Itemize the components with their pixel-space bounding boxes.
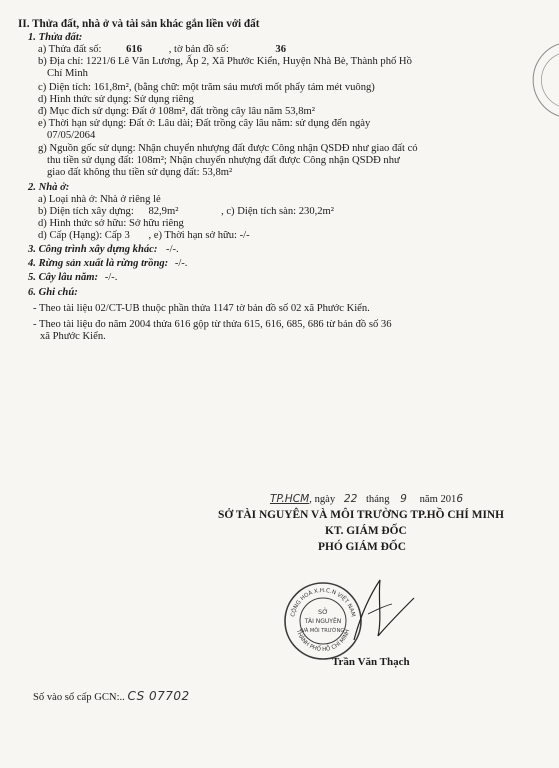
land-use-term: e) Thời hạn sử dụng: Đất ở: Lâu dài; Đất trồng cây lâu năm: sử dụng đến ngày (38, 118, 371, 129)
note-1: - Theo tài liệu 02/CT-UB thuộc phần thửa 1147 tờ bản đồ số 02 xã Phước Kiển. (33, 303, 370, 314)
land-address: b) Địa chỉ: 1221/6 Lê Văn Lương, Ấp 2, Xã Phước Kiển, Huyện Nhà Bè, Thành phố Hồ (38, 56, 412, 67)
land-address-cont: Chí Minh (47, 68, 88, 79)
house-grade-label: d) Cấp (Hạng): Cấp 3 (38, 230, 130, 241)
house-build-area-value: 82,9m² (148, 206, 179, 217)
registry-label: Số vào sổ cấp GCN:.. (33, 692, 125, 703)
edge-stamp-fragment (525, 40, 559, 120)
perennial-trees-value: -/-. (104, 272, 118, 283)
sign-year: 6 (456, 493, 464, 505)
sign-organization: SỞ TÀI NGUYÊN VÀ MÔI TRƯỜNG TP.HỒ CHÍ MINH (218, 509, 504, 521)
land-map-value: 36 (275, 44, 287, 55)
land-parcel-label: a) Thửa đất số: (38, 44, 102, 55)
registry-line (33, 690, 190, 704)
seal-bottom-text: THÀNH PHỐ HỒ CHÍ MINH (294, 628, 352, 654)
other-construction (28, 244, 179, 256)
sign-place: TP.HCM (270, 493, 310, 505)
land-section-title: 1. Thửa đất: (28, 32, 83, 43)
house-ownership-term: , e) Thời hạn sở hữu: -/- (148, 230, 250, 241)
note-2: - Theo tài liệu đo năm 2004 thửa 616 gộp từ thửa 615, 616, 685, 686 từ bản đồ số 36 (33, 319, 392, 330)
land-map-label: , tờ bản đồ số: (168, 44, 229, 55)
seal-center-1: SỞ (317, 608, 329, 616)
production-forest-title: 4. Rừng sản xuất là rừng trồng: (28, 258, 169, 269)
other-construction-value: -/-. (166, 244, 179, 255)
land-parcel-value: 616 (126, 44, 143, 55)
sign-kt: KT. GIÁM ĐỐC (325, 525, 407, 537)
sign-day: 22 (343, 493, 358, 505)
seal-top-text: CỘNG HOÀ X.H.C.N VIỆT NAM (290, 587, 356, 618)
house-section-title: 2. Nhà ở: (28, 182, 70, 193)
land-use-purpose: đ) Mục đích sử dụng: Đất ở 108m², đất trồng cây lâu năm 53,8m² (38, 106, 315, 117)
land-parcel-number (38, 44, 286, 56)
sign-role: PHÓ GIÁM ĐỐC (318, 541, 406, 553)
sign-month-label: tháng (365, 494, 390, 505)
section-heading: II. Thửa đất, nhà ở và tài sản khác gắn liền với đất (18, 18, 260, 30)
land-use-form: d) Hình thức sử dụng: Sử dụng riêng (38, 94, 194, 105)
sign-date-prefix: , ngày (309, 494, 336, 505)
land-origin-cont-2: giao đất không thu tiền sử dụng đất: 53,8m² (47, 167, 233, 178)
production-forest (28, 258, 187, 270)
house-ownership-form: d) Hình thức sở hữu: Sở hữu riêng (38, 218, 184, 229)
house-floor-area: , c) Diện tích sàn: 230,2m² (221, 206, 334, 217)
signer-name: Trần Văn Thạch (332, 656, 410, 668)
seal-center-3: VÀ MÔI TRƯỜNG (301, 628, 345, 634)
house-type: a) Loại nhà ở: Nhà ở riêng lẻ (38, 194, 161, 205)
sign-date-line (270, 493, 463, 506)
production-forest-value: -/-. (174, 258, 188, 269)
land-area: c) Diện tích: 161,8m², (bằng chữ: một trăm sáu mươi mốt phẩy tám mét vuông) (38, 82, 375, 93)
sign-year-label: năm 201 (419, 494, 457, 505)
land-origin: g) Nguồn gốc sử dụng: Nhận chuyển nhượng đất được Công nhận QSDĐ như giao đất có (38, 143, 418, 154)
other-construction-title: 3. Công trình xây dựng khác: (28, 244, 158, 255)
land-use-term-cont: 07/05/2064 (47, 130, 96, 141)
seal-center-2: TÀI NGUYÊN (304, 618, 342, 625)
house-build-area-label: b) Diện tích xây dựng: (38, 206, 134, 217)
perennial-trees-title: 5. Cây lâu năm: (28, 272, 99, 283)
notes-title: 6. Ghi chú: (28, 287, 78, 298)
note-2-cont: xã Phước Kiển. (40, 331, 106, 342)
house-grade (38, 230, 250, 242)
sign-month: 9 (400, 493, 407, 505)
perennial-trees (28, 272, 117, 284)
registry-value: CS 07702 (127, 689, 190, 703)
house-build-area (38, 206, 334, 218)
land-origin-cont-1: thu tiền sử dụng đất: 108m²; Nhận chuyển nhượng đất được Công nhận QSDĐ như (47, 155, 400, 166)
